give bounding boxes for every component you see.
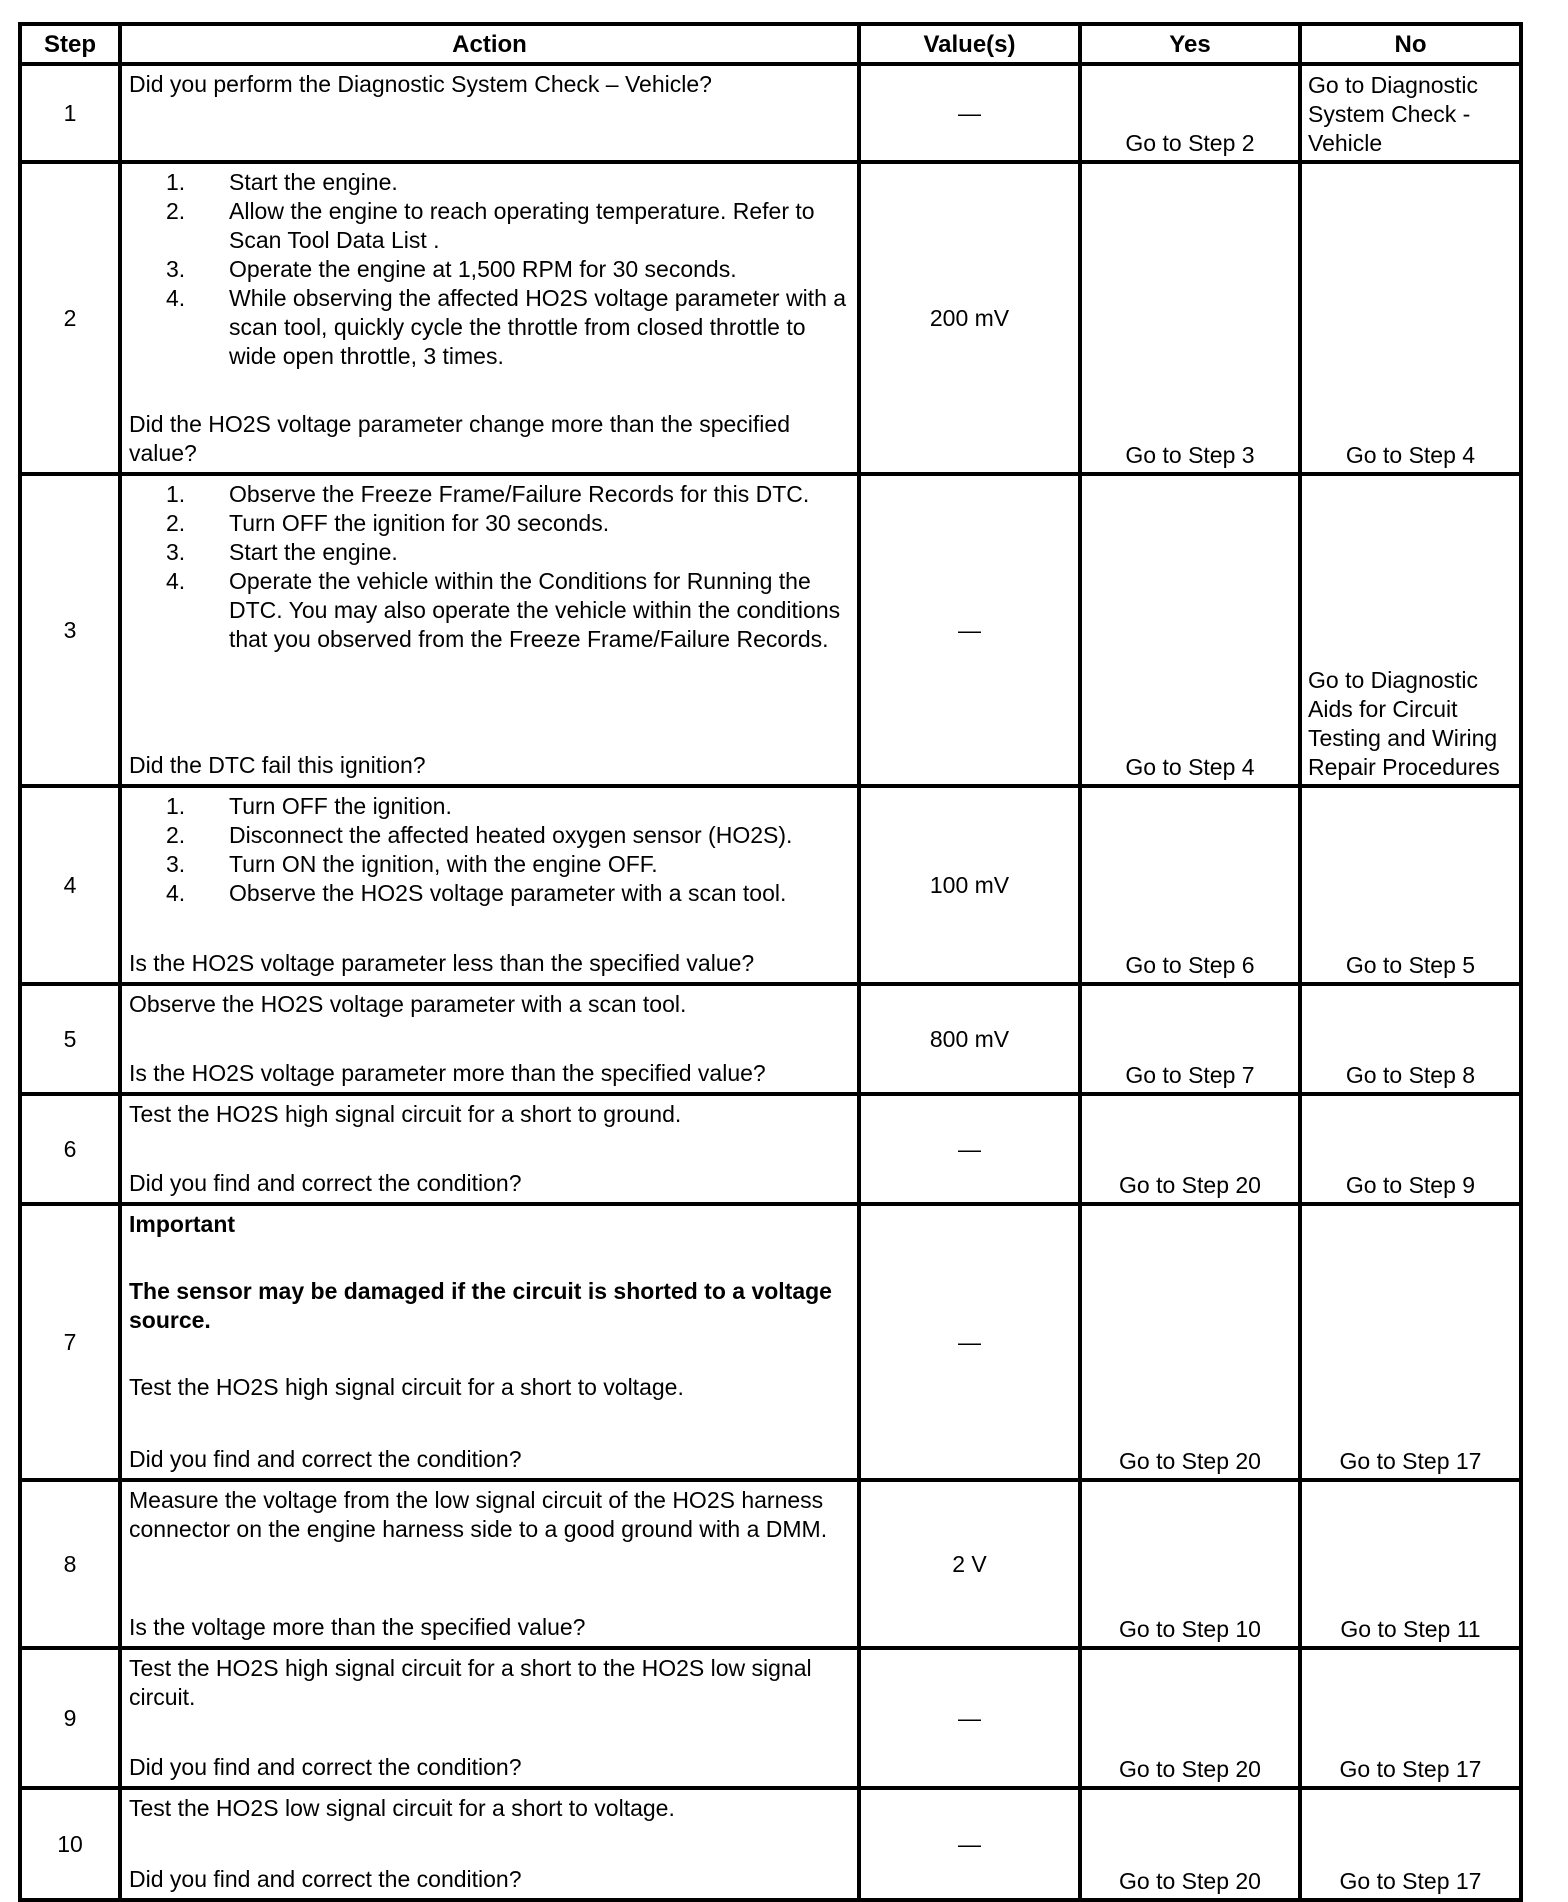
yes-cell: Go to Step 6: [1080, 786, 1300, 984]
header-step: Step: [20, 24, 120, 64]
no-cell: Go to Step 17: [1300, 1788, 1521, 1900]
list-item: 3. Turn ON the ignition, with the engine OFF.: [166, 851, 658, 877]
step-number: 2: [20, 162, 120, 474]
yes-cell: Go to Step 20: [1080, 1648, 1300, 1788]
yes-cell: Go to Step 4: [1080, 474, 1300, 786]
action-text: Test the HO2S high signal circuit for a short to voltage.: [129, 1374, 684, 1400]
step-number: 9: [20, 1648, 120, 1788]
value-cell: —: [859, 64, 1080, 162]
action-cell: [120, 1204, 859, 1480]
value-cell: —: [859, 1094, 1080, 1204]
yes-cell: Go to Step 7: [1080, 984, 1300, 1094]
header-row: [20, 24, 1521, 64]
action-question: Did you find and correct the condition?: [129, 1866, 522, 1892]
value-cell: 800 mV: [859, 984, 1080, 1094]
header-values: Value(s): [859, 24, 1080, 64]
list-item: 1. Turn OFF the ignition.: [166, 793, 452, 819]
action-text: Measure the voltage from the low signal circuit of the HO2S harness connector on the engine harness side to a good ground with a DMM.: [129, 1487, 828, 1542]
table-row: [20, 1788, 1521, 1900]
table-row: [20, 984, 1521, 1094]
table-row: [20, 64, 1521, 162]
step-number: 4: [20, 786, 120, 984]
action-question: Did you find and correct the condition?: [129, 1170, 522, 1196]
action-question: Is the HO2S voltage parameter more than the specified value?: [129, 1060, 766, 1086]
action-text: Test the HO2S high signal circuit for a short to ground.: [129, 1101, 682, 1127]
action-cell: [120, 1480, 859, 1648]
table-row: [20, 1094, 1521, 1204]
yes-cell: Go to Step 10: [1080, 1480, 1300, 1648]
action-list: [129, 480, 849, 654]
table-row: [20, 474, 1521, 786]
step-number: 10: [20, 1788, 120, 1900]
action-question: Is the voltage more than the specified value?: [129, 1614, 586, 1640]
action-list: [129, 168, 849, 371]
value-cell: —: [859, 1204, 1080, 1480]
no-cell: Go to Step 17: [1300, 1204, 1521, 1480]
step-number: 1: [20, 64, 120, 162]
no-cell: Go to Step 4: [1300, 162, 1521, 474]
list-item: 4. While observing the affected HO2S voltage parameter with a scan tool, quickly cycle the throttle from closed throttle to wide open throttle, 3 times.: [166, 285, 847, 369]
action-text: Test the HO2S low signal circuit for a short to voltage.: [129, 1795, 675, 1821]
value-cell: —: [859, 1788, 1080, 1900]
step-number: 8: [20, 1480, 120, 1648]
table-row: [20, 786, 1521, 984]
no-cell: Go to Step 11: [1300, 1480, 1521, 1648]
action-text: Observe the HO2S voltage parameter with a scan tool.: [129, 991, 687, 1017]
header-action: Action: [120, 24, 859, 64]
action-cell: [120, 1094, 859, 1204]
yes-cell: Go to Step 20: [1080, 1204, 1300, 1480]
table-row: [20, 162, 1521, 474]
no-cell: Go to Step 5: [1300, 786, 1521, 984]
no-cell: Go to Step 8: [1300, 984, 1521, 1094]
value-cell: 200 mV: [859, 162, 1080, 474]
action-cell: [120, 64, 859, 162]
action-cell: [120, 984, 859, 1094]
action-cell: [120, 1648, 859, 1788]
yes-cell: Go to Step 2: [1080, 64, 1300, 162]
action-cell: [120, 162, 859, 474]
list-item: 4. Operate the vehicle within the Conditions for Running the DTC. You may also operate the vehicle within the conditions that you observed from the Freeze Frame/Failure Records.: [166, 568, 841, 652]
action-text: Did you perform the Diagnostic System Check – Vehicle?: [129, 71, 712, 97]
list-item: 1. Observe the Freeze Frame/Failure Records for this DTC.: [166, 481, 810, 507]
value-cell: 2 V: [859, 1480, 1080, 1648]
table-row: [20, 1204, 1521, 1480]
action-cell: [120, 786, 859, 984]
action-cell: [120, 474, 859, 786]
step-number: 6: [20, 1094, 120, 1204]
action-question: Did the HO2S voltage parameter change more than the specified value?: [129, 411, 790, 466]
list-item: 2. Turn OFF the ignition for 30 seconds.: [166, 510, 610, 536]
no-cell: Go to Step 9: [1300, 1094, 1521, 1204]
table-row: [20, 1480, 1521, 1648]
step-number: 7: [20, 1204, 120, 1480]
step-number: 3: [20, 474, 120, 786]
action-text: Test the HO2S high signal circuit for a short to the HO2S low signal circuit.: [129, 1655, 812, 1710]
action-question: Did you find and correct the condition?: [129, 1446, 522, 1472]
important-label: Important: [129, 1211, 236, 1237]
list-item: 3. Start the engine.: [166, 539, 398, 565]
diagnostic-table: [18, 22, 1523, 1902]
list-item: 2. Disconnect the affected heated oxygen sensor (HO2S).: [166, 822, 793, 848]
no-cell: Go to Diagnostic System Check - Vehicle: [1300, 64, 1521, 162]
header-yes: Yes: [1080, 24, 1300, 64]
step-number: 5: [20, 984, 120, 1094]
list-item: 2. Allow the engine to reach operating temperature. Refer to Scan Tool Data List .: [166, 198, 815, 253]
table-row: [20, 1648, 1521, 1788]
yes-cell: Go to Step 3: [1080, 162, 1300, 474]
action-list: [129, 792, 849, 908]
value-cell: —: [859, 474, 1080, 786]
yes-cell: Go to Step 20: [1080, 1788, 1300, 1900]
action-cell: [120, 1788, 859, 1900]
value-cell: —: [859, 1648, 1080, 1788]
value-cell: 100 mV: [859, 786, 1080, 984]
action-question: Did the DTC fail this ignition?: [129, 752, 426, 778]
header-no: No: [1300, 24, 1521, 64]
list-item: 3. Operate the engine at 1,500 RPM for 30 seconds.: [166, 256, 737, 282]
action-question: Is the HO2S voltage parameter less than the specified value?: [129, 950, 755, 976]
action-question: Did you find and correct the condition?: [129, 1754, 522, 1780]
warning-text: The sensor may be damaged if the circuit is shorted to a voltage source.: [129, 1278, 832, 1333]
no-cell: Go to Step 17: [1300, 1648, 1521, 1788]
list-item: 1. Start the engine.: [166, 169, 398, 195]
no-cell: Go to Diagnostic Aids for Circuit Testing and Wiring Repair Procedures: [1300, 474, 1521, 786]
yes-cell: Go to Step 20: [1080, 1094, 1300, 1204]
list-item: 4. Observe the HO2S voltage parameter with a scan tool.: [166, 880, 787, 906]
